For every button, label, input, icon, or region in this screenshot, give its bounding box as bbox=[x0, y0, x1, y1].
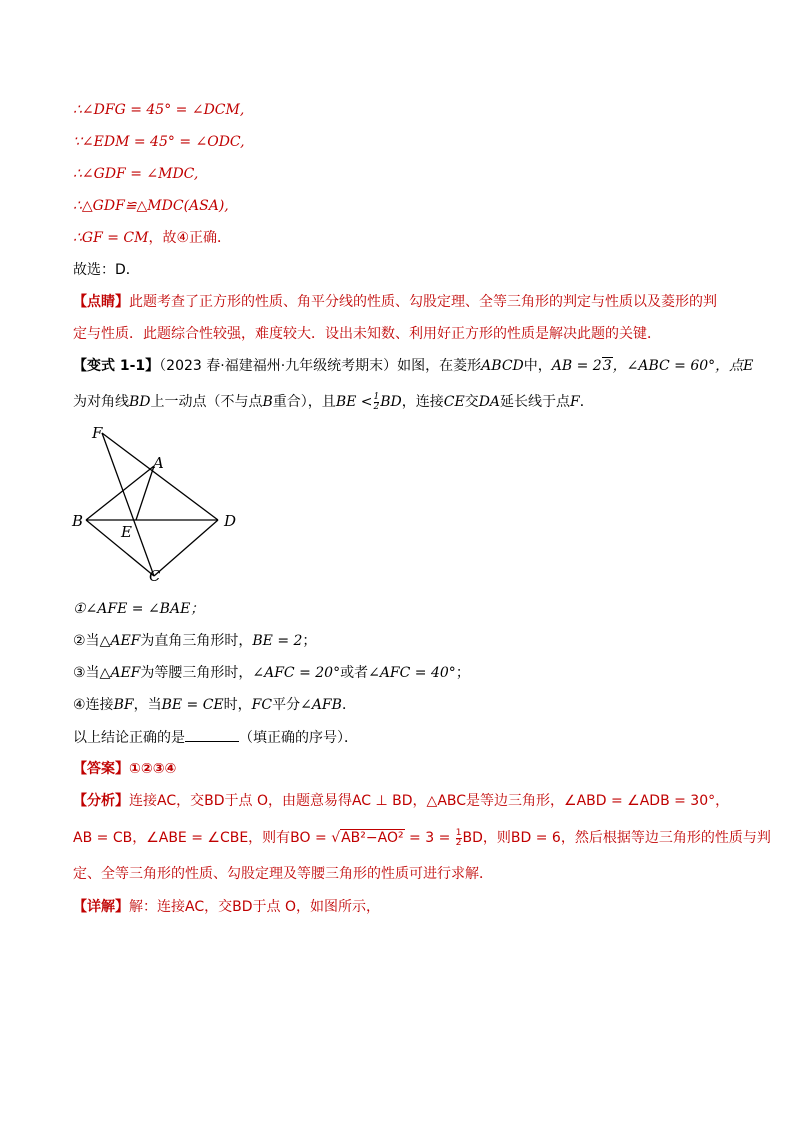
conclusion-4-h: ∠AFB bbox=[300, 697, 342, 713]
conclusion-4-b: BF bbox=[113, 697, 134, 713]
analysis-text-1: 连接AC，交BD于点 O，由题意易得AC ⊥ BD，△ABC是等边三角形，∠ABD = ∠ADB = 30°， bbox=[129, 793, 730, 809]
label-a: A bbox=[153, 454, 164, 472]
variant2-bd2: BD bbox=[380, 394, 402, 410]
answer-line bbox=[73, 759, 176, 779]
conclusion-2-c: 为直角三角形时， bbox=[140, 633, 253, 649]
proof-line-1 bbox=[73, 100, 244, 120]
variant-abcd: ABCD bbox=[481, 358, 524, 374]
conclusion-2-d: BE = 2 bbox=[252, 633, 303, 649]
conclusion-3-f: ∠AFC = 40° bbox=[368, 665, 456, 681]
variant2-frac-num: 1 bbox=[373, 391, 380, 402]
variant-line-1 bbox=[73, 356, 753, 376]
conclusion-4-c: ，当 bbox=[133, 697, 162, 713]
analysis-line-1 bbox=[73, 791, 729, 811]
conclusion-4-g: 平分 bbox=[272, 697, 301, 713]
proof-line-2-text: ∵∠EDM = 45° = ∠ODC, bbox=[73, 134, 245, 150]
detail-line bbox=[73, 897, 380, 917]
analysis-2-fraction bbox=[456, 829, 462, 848]
detail-tag: 【详解】 bbox=[73, 899, 129, 915]
line-ba bbox=[86, 466, 154, 520]
proof-line-4-text: ∴△GDF≌△MDC(ASA), bbox=[73, 198, 229, 214]
choice-line bbox=[73, 260, 140, 280]
variant-sqrt: 3 bbox=[602, 358, 612, 374]
variant-point-e: E bbox=[743, 358, 754, 374]
question-b: （填正确的序号）． bbox=[239, 730, 358, 746]
answer-value: ①②③④ bbox=[129, 761, 177, 777]
label-b: B bbox=[72, 512, 84, 530]
label-d: D bbox=[224, 512, 237, 530]
conclusion-4-i: ． bbox=[341, 697, 356, 713]
variant2-end: ． bbox=[579, 394, 594, 410]
question-line bbox=[73, 727, 358, 748]
variant2-da: DA bbox=[478, 394, 501, 410]
proof-line-3-text: ∴∠GDF = ∠MDC, bbox=[73, 166, 199, 182]
variant2-e: 交 bbox=[464, 394, 479, 410]
proof-line-5-math: ∴GF = CM bbox=[73, 230, 149, 246]
label-e: E bbox=[121, 523, 132, 541]
label-f: F bbox=[92, 424, 103, 442]
proof-line-3 bbox=[73, 164, 198, 184]
analysis-tag: 【分析】 bbox=[73, 793, 129, 809]
variant-angle: ，∠ABC = 60°，点 bbox=[612, 358, 744, 374]
conclusion-1 bbox=[73, 599, 204, 619]
analysis-2-a: AB = CB，∠ABE = ∠CBE，则有BO = bbox=[73, 830, 332, 846]
conclusion-2-b: △AEF bbox=[99, 633, 141, 649]
conclusion-3-d: ∠AFC = 20° bbox=[252, 665, 341, 681]
conclusion-4-f: FC bbox=[251, 697, 273, 713]
variant2-b-point: B bbox=[262, 394, 273, 410]
conclusion-2-e: ； bbox=[302, 633, 317, 649]
proof-line-2 bbox=[73, 132, 245, 152]
variant-ab: AB = 2 bbox=[551, 358, 602, 374]
conclusion-4-a: ④连接 bbox=[73, 697, 114, 713]
variant2-c: 重合），且 bbox=[272, 394, 336, 410]
answer-blank bbox=[185, 727, 239, 742]
conclusion-2-a: ②当 bbox=[73, 633, 100, 649]
choice-text: 故选：D． bbox=[73, 262, 140, 278]
variant-source: （2023 春·福建福州·九年级统考期末）如图，在菱形 bbox=[159, 358, 482, 374]
proof-line-1-text: ∴∠DFG = 45° = ∠DCM, bbox=[73, 102, 245, 118]
variant-line-2 bbox=[73, 392, 594, 412]
variant2-frac-den: 2 bbox=[373, 401, 380, 412]
dianjing-line-1 bbox=[73, 292, 717, 312]
analysis-line-2: AB = CB，∠ABE = ∠CBE，则有BO = $√AB^2-AO^2 = 3 = \frac{1}{2}$ BD，则BD = 6，然后根据等边三角形的性质与判 bbox=[73, 827, 771, 848]
analysis-2-c: BD，则BD = 6，然后根据等边三角形的性质与判 bbox=[462, 830, 771, 846]
line-cd bbox=[154, 520, 218, 576]
variant-tag: 【变式 1-1】 bbox=[73, 358, 160, 374]
line-ea bbox=[136, 466, 154, 520]
conclusion-3-a: ③当 bbox=[73, 665, 100, 681]
dianjing-text-1: 此题考查了正方形的性质、角平分线的性质、勾股定理、全等三角形的判定与性质以及菱形的判 bbox=[129, 294, 717, 310]
variant-mid: 中， bbox=[523, 358, 552, 374]
analysis-2-frac-num: 1 bbox=[455, 827, 462, 838]
conclusion-4-d: BE = CE bbox=[161, 697, 224, 713]
variant2-b: 上一动点（不与点 bbox=[150, 394, 263, 410]
conclusion-4-e: 时， bbox=[223, 697, 252, 713]
variant2-fraction bbox=[374, 393, 380, 412]
rhombus-figure bbox=[62, 420, 252, 592]
analysis-2-sqrt: AB²−AO² bbox=[341, 830, 404, 846]
question-a: 以上结论正确的是 bbox=[73, 730, 185, 746]
dianjing-tag: 【点睛】 bbox=[73, 294, 129, 310]
conclusion-2 bbox=[73, 631, 316, 651]
dianjing-text-2: 定与性质．此题综合性较强，难度较大．设出未知数、利用好正方形的性质是解决此题的关键． bbox=[73, 326, 661, 342]
dianjing-line-2 bbox=[73, 324, 661, 344]
variant2-bd: BD bbox=[129, 394, 151, 410]
conclusion-4 bbox=[73, 695, 356, 715]
proof-line-5 bbox=[73, 228, 231, 248]
variant2-f-point: F bbox=[570, 394, 580, 410]
conclusion-3-g: ； bbox=[455, 665, 470, 681]
conclusion-3-c: 为等腰三角形时， bbox=[140, 665, 253, 681]
analysis-2-frac-den: 2 bbox=[455, 837, 462, 848]
conclusion-1-text: ①∠AFE = ∠BAE； bbox=[73, 601, 205, 617]
proof-line-4 bbox=[73, 196, 229, 216]
detail-text: 解：连接AC，交BD于点 O，如图所示， bbox=[129, 899, 380, 915]
variant2-ce: CE bbox=[443, 394, 465, 410]
variant2-a: 为对角线 bbox=[73, 394, 129, 410]
analysis-line-3 bbox=[73, 864, 493, 884]
line-fd bbox=[102, 433, 218, 520]
answer-tag: 【答案】 bbox=[73, 761, 129, 777]
label-c: C bbox=[149, 567, 161, 585]
proof-line-5-text: ，故④正确． bbox=[148, 230, 232, 246]
conclusion-3-e: 或者 bbox=[340, 665, 369, 681]
conclusion-3-b: △AEF bbox=[99, 665, 141, 681]
variant2-f: 延长线于点 bbox=[500, 394, 571, 410]
analysis-text-3: 定、全等三角形的性质、勾股定理及等腰三角形的性质可进行求解． bbox=[73, 866, 493, 882]
variant2-be: BE < bbox=[335, 394, 373, 410]
variant2-d: ，连接 bbox=[401, 394, 444, 410]
analysis-2-b: = 3 = bbox=[404, 830, 455, 846]
conclusion-3 bbox=[73, 663, 470, 683]
